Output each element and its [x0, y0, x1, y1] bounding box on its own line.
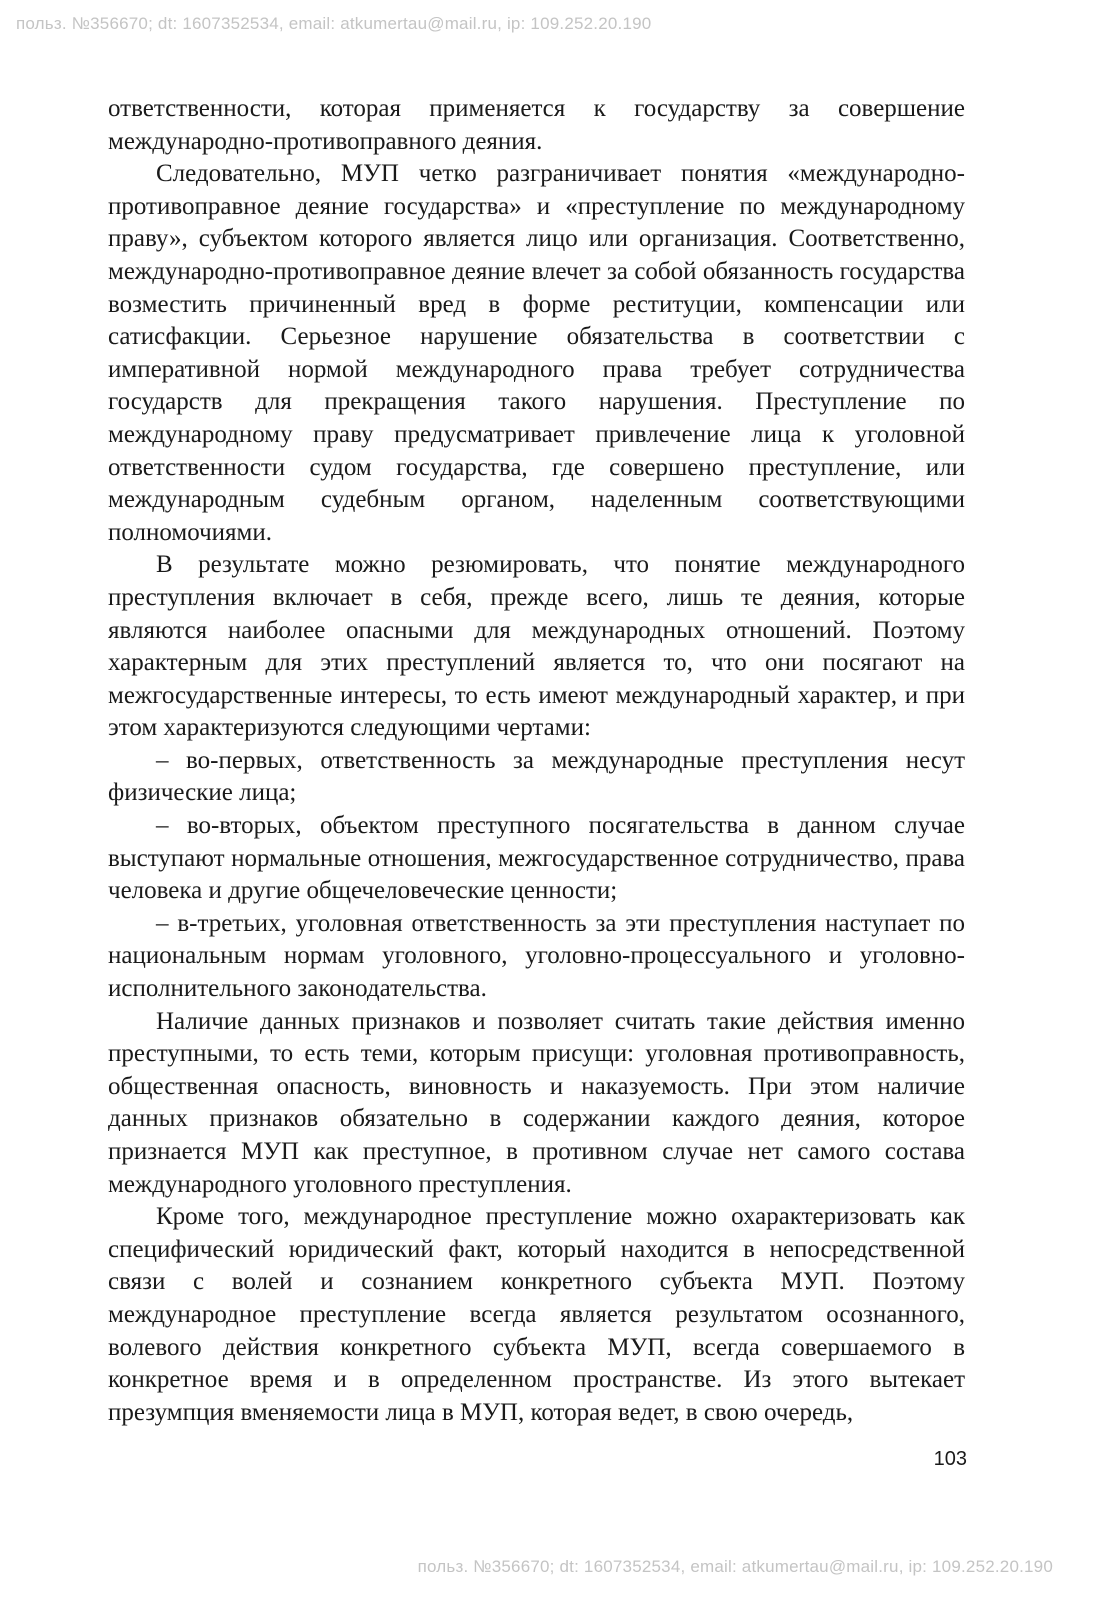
- page-number: 103: [933, 1448, 967, 1470]
- paragraph: Кроме того, международное преступление можно охарактеризовать как специфический юридический факт, который находится в непосредственной связи с волей и сознанием конкретного субъекта МУП. Поэтому международное преступление всегда является результатом осознанного, волевого действия конкретного субъекта МУП, всегда совершаемого в конкретное время и в определенном пространстве. Из этого вытекает презумпция вменяемости лица в МУП, которая ведет, в свою очередь,: [108, 1203, 965, 1426]
- paragraph: В результате можно резюмировать, что понятие международного преступления включает в себя, прежде всего, лишь те деяния, которые являются наиболее опасными для международных отношений. Поэтому характерным для этих преступлений является то, что они посягают на межгосударственные интересы, то есть имеют международный характер, и при этом характеризуются следующими чертами:: [108, 551, 965, 742]
- watermark-top: польз. №356670; dt: 1607352534, email: atkumertau@mail.ru, ip: 109.252.20.190: [16, 14, 652, 33]
- list-item: – во-первых, ответственность за международные преступления несут физические лица;: [108, 746, 965, 807]
- paragraph: Наличие данных признаков и позволяет считать такие действия именно преступными, то есть теми, которым присущи: уголовная противоправность, общественная опасность, виновность и наказуемость. При этом наличие данных признаков обязательно в содержании каждого деяния, которое признается МУП как преступное, в противном случае нет самого состава международного уголовного преступления.: [108, 1007, 965, 1198]
- list-item: – во-вторых, объектом преступного посягательства в данном случае выступают нормальные отношения, межгосударственное сотрудничество, права человека и другие общечеловеческие ценности;: [108, 812, 965, 905]
- paragraph-continuation: ответственности, которая применяется к государству за совершение международно-противоправного деяния.: [108, 95, 965, 155]
- page-body: [108, 93, 965, 1429]
- watermark-bottom: польз. №356670; dt: 1607352534, email: atkumertau@mail.ru, ip: 109.252.20.190: [417, 1557, 1053, 1576]
- paragraph: Следовательно, МУП четко разграничивает понятия «международно-противоправное деяние государства» и «преступление по международному праву», субъектом которого является лицо или организация. Соответственно, международно-противоправное деяние влечет за собой обязанность государства возместить причиненный вред в форме реституции, компенсации или сатисфакции. Серьезное нарушение обязательства в соответствии с императивной нормой международного права требует сотрудничества государств для прекращения такого нарушения. Преступление по международному праву предусматривает привлечение лица к уголовной ответственности судом государства, где совершено преступление, или международным судебным органом, наделенным соответствующими полномочиями.: [108, 160, 965, 546]
- list-item: – в-третьих, уголовная ответственность за эти преступления наступает по национальным нормам уголовного, уголовно-процессуального и уголовно-исполнительного законодательства.: [108, 909, 965, 1003]
